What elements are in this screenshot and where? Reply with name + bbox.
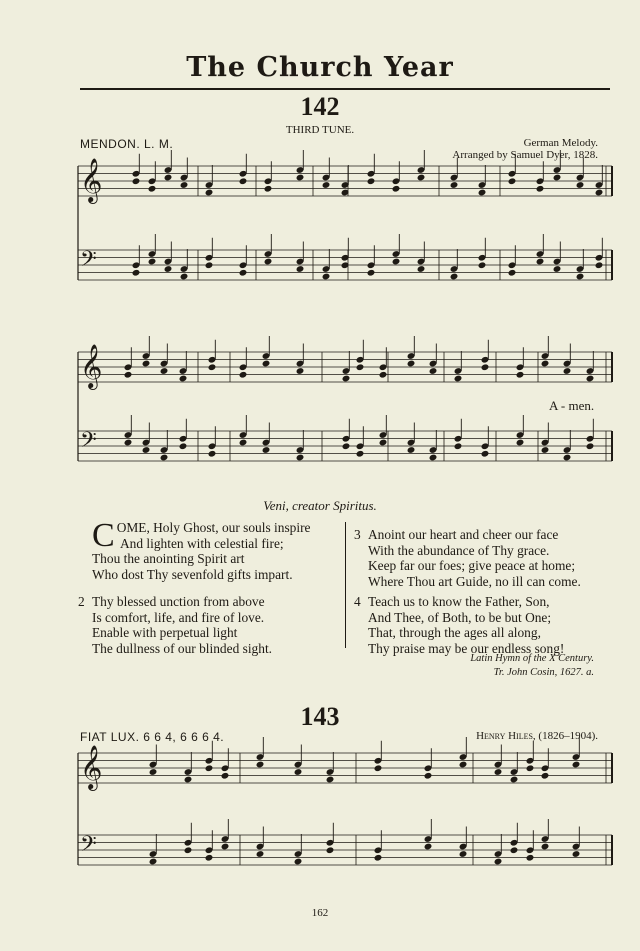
note-head (424, 772, 433, 780)
note-head (572, 761, 581, 769)
verse-4 (354, 594, 614, 657)
note-head (481, 450, 490, 458)
note-head (494, 858, 503, 866)
note-head (563, 367, 572, 375)
note-head (478, 261, 487, 269)
note-head (142, 360, 151, 368)
note-head (262, 360, 271, 368)
hymn-142-arranger: Arranged by Samuel Dyer, 1828. (452, 149, 598, 161)
bass-clef-icon: 𝄢 (80, 247, 97, 277)
note-head (379, 371, 388, 379)
note-head (541, 360, 550, 368)
hymn-142-latin-title: Veni, creator Spiritus. (263, 498, 377, 513)
note-head (417, 174, 426, 182)
note-head (342, 442, 351, 450)
attribution-line: Tr. John Cosin, 1627. a. (493, 667, 594, 678)
note-head (205, 854, 214, 862)
note-head (407, 446, 416, 454)
note-head (296, 174, 305, 182)
verse-line: The dullness of our blinded sight. (92, 641, 273, 657)
note-head (516, 439, 525, 447)
note-head (586, 442, 595, 450)
note-head (296, 367, 305, 375)
treble-clef-icon: 𝄞 (80, 344, 103, 388)
note-head (148, 258, 157, 266)
note-head (595, 261, 604, 269)
verse-line: With the abundance of Thy grace. (368, 542, 550, 558)
note-head (208, 450, 217, 458)
hymn-142-composer: German Melody. (523, 137, 598, 149)
note-head (481, 363, 490, 371)
note-head (322, 181, 331, 189)
note-head (536, 185, 545, 193)
note-head (586, 375, 595, 383)
note-head (180, 181, 189, 189)
verse-line: Who dost Thy sevenfold gifts impart. (92, 567, 293, 583)
note-head (508, 269, 517, 277)
verse-2 (78, 594, 348, 657)
note-head (124, 439, 133, 447)
note-head (367, 269, 376, 277)
note-head (379, 439, 388, 447)
note-head (392, 258, 401, 266)
note-head (296, 265, 305, 273)
note-head (149, 858, 158, 866)
note-head (124, 371, 133, 379)
note-head (576, 181, 585, 189)
note-head (595, 189, 604, 197)
hymn-143-composer: Henry Hiles, (1826–1904). (476, 730, 598, 742)
note-head (205, 261, 214, 269)
verse-column-divider (345, 522, 346, 648)
note-head (454, 375, 463, 383)
note-head (553, 265, 562, 273)
note-head (322, 273, 331, 281)
note-head (149, 768, 158, 776)
note-head (494, 768, 503, 776)
note-head (508, 177, 517, 185)
verse-line: Where Thou art Guide, no ill can come. (368, 574, 581, 590)
note-head (294, 768, 303, 776)
verse-line: Thou the anointing Spirit art (92, 551, 245, 567)
note-head (179, 375, 188, 383)
drop-cap: C (92, 517, 115, 554)
note-head (326, 846, 335, 854)
note-head (459, 761, 468, 769)
page-header-title: The Church Year (186, 52, 454, 83)
note-head (184, 776, 193, 784)
note-head (563, 454, 572, 462)
note-head (142, 446, 151, 454)
note-head (264, 185, 273, 193)
note-head (429, 367, 438, 375)
note-head (326, 776, 335, 784)
verse-line: Teach us to know the Father, Son, (368, 594, 550, 609)
note-head (148, 185, 157, 193)
note-head (164, 174, 173, 182)
verse-line: Thy praise may be our endless song! (368, 641, 565, 657)
verse-line: OME, Holy Ghost, our souls inspire (116, 520, 311, 535)
note-head (374, 764, 383, 772)
note-head (553, 174, 562, 182)
note-head (526, 854, 535, 862)
note-head (164, 265, 173, 273)
page-number: 162 (311, 907, 329, 919)
note-head (205, 764, 214, 772)
note-head (342, 375, 351, 383)
verse-3 (354, 527, 614, 590)
note-head (356, 450, 365, 458)
note-head (221, 843, 230, 851)
note-head (132, 269, 141, 277)
note-head (221, 772, 230, 780)
note-head (478, 189, 487, 197)
hymn-143-tune-name: FIAT LUX. 6 6 4, 6 6 6 4. (80, 730, 225, 744)
note-head (454, 442, 463, 450)
verse-number: 3 (354, 527, 361, 542)
note-head (239, 371, 248, 379)
note-head (510, 776, 519, 784)
note-head (510, 846, 519, 854)
verse-line: Is comfort, life, and fire of love. (92, 609, 265, 625)
note-head (392, 185, 401, 193)
note-head (450, 181, 459, 189)
note-head (356, 363, 365, 371)
hymn-142-number: 142 (300, 92, 340, 121)
note-head (239, 269, 248, 277)
note-head (516, 371, 525, 379)
verses-left-column (92, 517, 342, 583)
attribution-line: Latin Hymn of the X Century. (470, 653, 594, 664)
note-head (256, 761, 265, 769)
note-head (407, 360, 416, 368)
note-head (294, 858, 303, 866)
note-head (541, 772, 550, 780)
note-head (160, 454, 169, 462)
treble-clef-icon: 𝄞 (80, 745, 103, 789)
verse-number: 4 (354, 594, 361, 609)
note-head (526, 764, 535, 772)
verse-line: Keep far our foes; give peace at home; (368, 558, 576, 574)
verse-line: And lighten with celestial fire; (120, 535, 284, 551)
note-head (429, 454, 438, 462)
note-head (450, 273, 459, 281)
verse-1 (92, 517, 342, 583)
bass-clef-icon: 𝄢 (80, 832, 97, 862)
note-head (541, 843, 550, 851)
verse-number: 2 (78, 594, 85, 609)
note-head (417, 265, 426, 273)
verse-line: Thy blessed unction from above (92, 594, 265, 609)
hymn-142-tune-name: MENDON. L. M. (80, 137, 174, 151)
note-head (374, 854, 383, 862)
verse-line: And Thee, of Both, to be but One; (368, 609, 552, 625)
note-head (184, 846, 193, 854)
note-head (239, 439, 248, 447)
note-head (576, 273, 585, 281)
note-head (367, 177, 376, 185)
treble-clef-icon: 𝄞 (80, 158, 103, 202)
note-head (536, 258, 545, 266)
note-head (160, 367, 169, 375)
note-head (262, 446, 271, 454)
note-head (179, 442, 188, 450)
amen-label: A - men. (549, 398, 595, 413)
hymn-142-attribution (470, 652, 594, 680)
verse-line: That, through the ages all along, (368, 625, 541, 641)
note-head (572, 850, 581, 858)
note-head (180, 273, 189, 281)
verse-line: Anoint our heart and cheer our face (368, 527, 559, 542)
verse-line: Enable with perpetual light (92, 625, 238, 641)
note-head (264, 258, 273, 266)
bass-clef-icon: 𝄢 (80, 428, 97, 458)
note-head (459, 850, 468, 858)
note-head (205, 189, 214, 197)
note-head (296, 454, 305, 462)
hymn-143-number: 143 (300, 702, 340, 731)
note-head (208, 363, 217, 371)
note-head (132, 177, 141, 185)
hymn-142-tune-label: THIRD TUNE. (285, 124, 355, 136)
note-head (256, 850, 265, 858)
note-head (541, 446, 550, 454)
note-head (424, 843, 433, 851)
note-head (239, 177, 248, 185)
